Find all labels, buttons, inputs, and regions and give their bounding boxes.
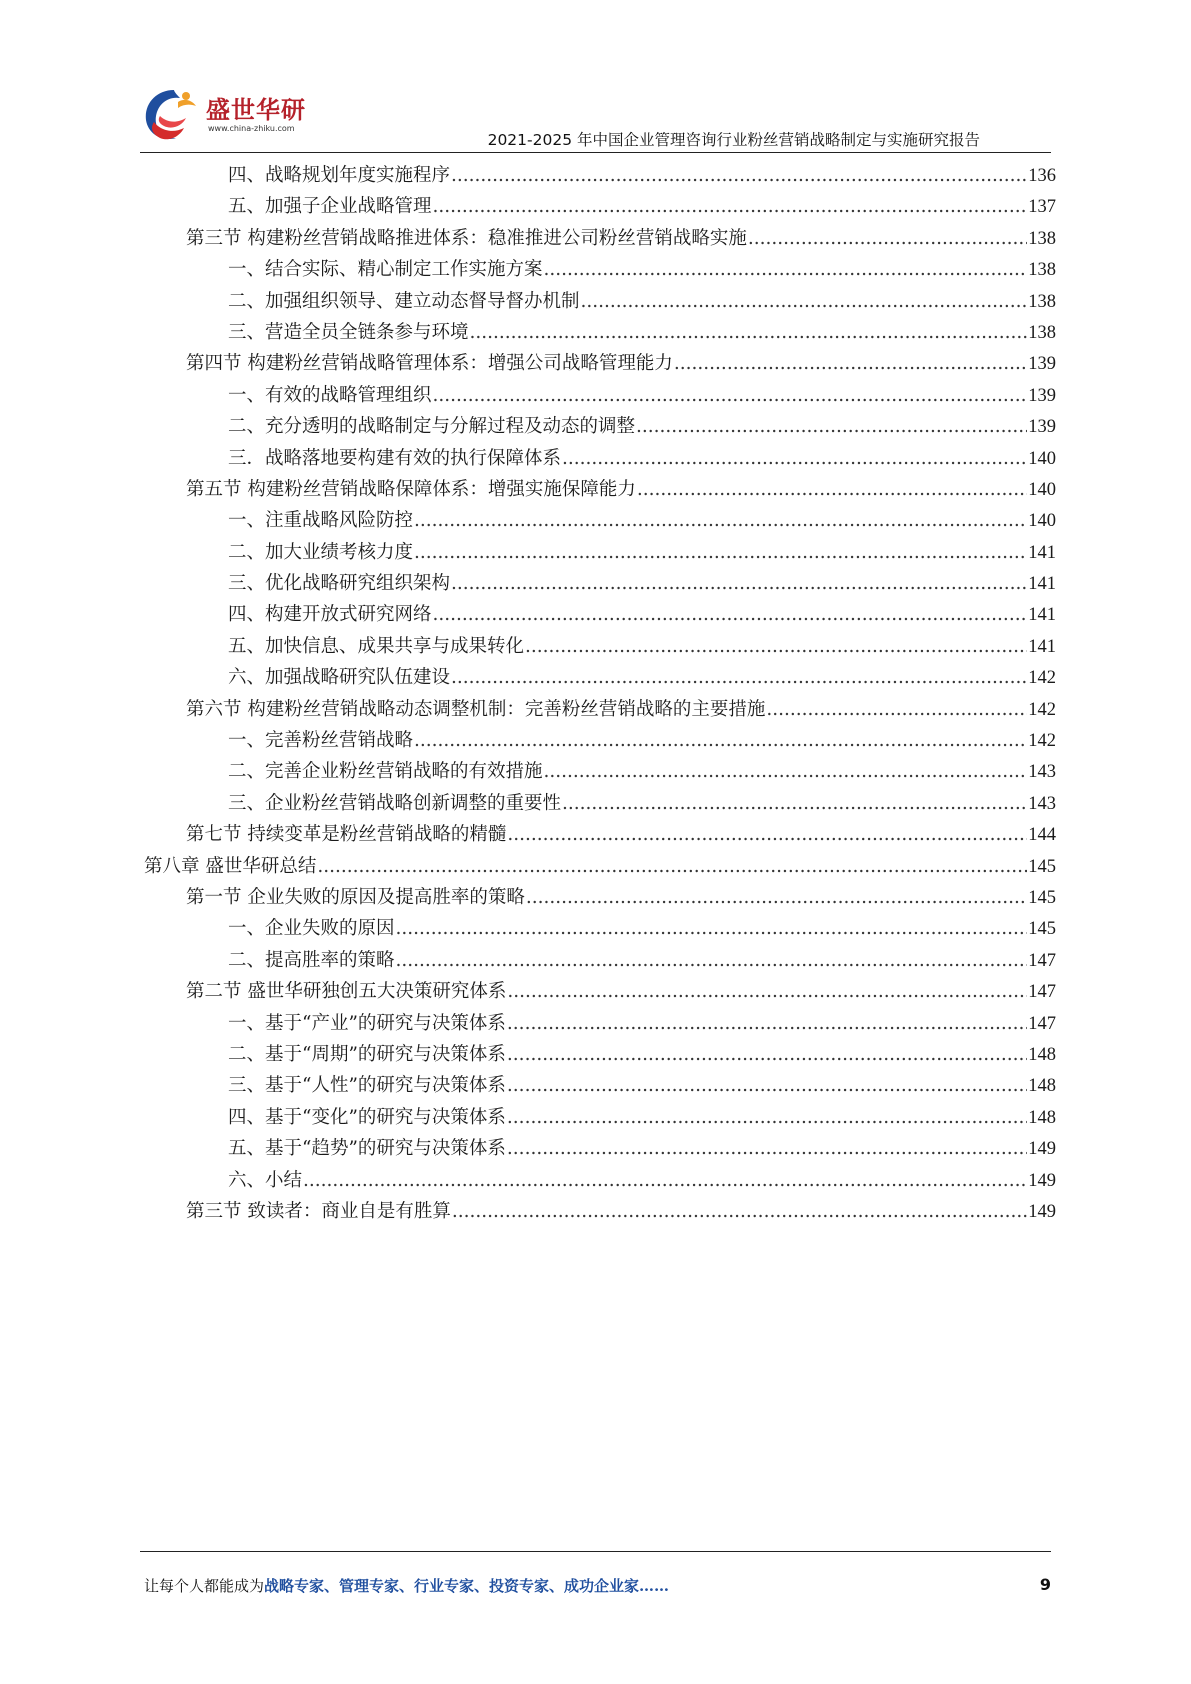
toc-entry[interactable] (140, 1039, 1056, 1070)
toc-entry-page: 140 (1028, 511, 1056, 532)
toc-entry-page: 148 (1028, 1076, 1056, 1097)
toc-entry-title: 三．战略落地要构建有效的执行保障体系 (228, 447, 562, 469)
toc-entry-page: 138 (1028, 260, 1056, 281)
report-title: 2021-2025 年中国企业管理咨询行业粉丝营销战略制定与实施研究报告 (487, 131, 980, 149)
toc-entry-page: 145 (1028, 887, 1056, 908)
toc-entry[interactable] (140, 819, 1056, 850)
toc-entry[interactable] (140, 380, 1056, 411)
toc-entry[interactable] (140, 1165, 1056, 1196)
toc-leader-dots (452, 1196, 1027, 1227)
toc-entry-page: 136 (1028, 166, 1056, 186)
toc-leader-dots (396, 913, 1028, 944)
toc-leader-dots (507, 1102, 1027, 1133)
toc-entry-title: 三、企业粉丝营销战略创新调整的重要性 (228, 792, 562, 814)
toc-leader-dots (507, 1039, 1027, 1070)
company-logo (140, 82, 310, 148)
toc-entry-title: 四、构建开放式研究网络 (228, 604, 432, 626)
toc-leader-dots (451, 160, 1027, 191)
toc-entry[interactable] (140, 411, 1056, 442)
toc-entry[interactable] (140, 1008, 1056, 1039)
toc-leader-dots (317, 851, 1027, 882)
toc-entry-title: 三、优化战略研究组织架构 (228, 573, 451, 595)
toc-entry-page: 141 (1028, 605, 1056, 626)
table-of-contents (140, 160, 1056, 1227)
toc-entry-page: 144 (1028, 825, 1056, 846)
logo-url: www.china-zhiku.com (208, 124, 295, 133)
toc-entry[interactable] (140, 913, 1056, 944)
toc-entry-page: 138 (1028, 228, 1056, 249)
footer-slogan-lead: 让每个人都能成为 (144, 1577, 265, 1595)
toc-entry-title: 二、基于“周期”的研究与决策体系 (228, 1043, 506, 1065)
toc-leader-dots (507, 1008, 1027, 1039)
toc-leader-dots (544, 254, 1028, 285)
toc-entry-title: 二、完善企业粉丝营销战略的有效措施 (228, 761, 543, 783)
toc-entry[interactable] (140, 662, 1056, 693)
toc-leader-dots (451, 662, 1027, 693)
toc-entry[interactable] (140, 317, 1056, 348)
toc-entry[interactable] (140, 945, 1056, 976)
footer-divider (140, 1551, 1051, 1552)
toc-entry-page: 147 (1028, 950, 1056, 971)
toc-leader-dots (636, 411, 1027, 442)
toc-entry-page: 139 (1028, 354, 1056, 375)
toc-entry-page: 145 (1028, 919, 1056, 940)
toc-leader-dots (637, 474, 1027, 505)
toc-entry[interactable] (140, 631, 1056, 662)
toc-entry-title: 第八章 盛世华研总结 (144, 855, 317, 877)
toc-entry[interactable] (140, 537, 1056, 568)
toc-entry[interactable] (140, 976, 1056, 1007)
toc-entry[interactable] (140, 1196, 1056, 1227)
toc-leader-dots (581, 286, 1028, 317)
toc-entry[interactable] (140, 756, 1056, 787)
toc-entry-title: 三、营造全员全链条参与环境 (228, 321, 469, 343)
toc-entry[interactable] (140, 254, 1056, 285)
toc-entry-page: 138 (1028, 322, 1056, 343)
toc-entry-title: 一、注重战略风险防控 (228, 510, 414, 532)
toc-entry-page: 139 (1028, 385, 1056, 406)
toc-entry-title: 四、战略规划年度实施程序 (228, 165, 451, 186)
toc-entry-page: 142 (1028, 699, 1056, 720)
toc-leader-dots (674, 348, 1027, 379)
toc-entry-title: 五、加快信息、成果共享与成果转化 (228, 635, 525, 657)
toc-entry[interactable] (140, 443, 1056, 474)
toc-leader-dots (544, 756, 1028, 787)
toc-leader-dots (433, 191, 1028, 222)
toc-entry-page: 141 (1028, 542, 1056, 563)
toc-entry-title: 一、有效的战略管理组织 (228, 384, 432, 406)
toc-leader-dots (766, 694, 1027, 725)
header-divider (140, 152, 1051, 153)
toc-entry-title: 六、小结 (228, 1169, 303, 1191)
page-footer (144, 1575, 1051, 1601)
toc-entry-page: 139 (1028, 417, 1056, 438)
toc-leader-dots (526, 882, 1027, 913)
toc-entry[interactable] (140, 725, 1056, 756)
toc-entry[interactable] (140, 599, 1056, 630)
toc-leader-dots (303, 1165, 1027, 1196)
toc-entry[interactable] (140, 882, 1056, 913)
toc-leader-dots (507, 1070, 1027, 1101)
toc-entry-title: 四、基于“变化”的研究与决策体系 (228, 1106, 506, 1128)
toc-entry[interactable] (140, 474, 1056, 505)
page-number: 9 (1039, 1575, 1051, 1594)
toc-entry-page: 137 (1028, 197, 1056, 218)
toc-leader-dots (414, 537, 1027, 568)
toc-entry-page: 142 (1028, 668, 1056, 689)
toc-leader-dots (414, 505, 1027, 536)
toc-leader-dots (562, 443, 1027, 474)
toc-entry-page: 149 (1028, 1139, 1056, 1160)
toc-entry-page: 140 (1028, 448, 1056, 469)
toc-entry-page: 147 (1028, 1013, 1056, 1034)
toc-entry[interactable] (140, 1070, 1056, 1101)
logo-swirl-icon (140, 82, 204, 148)
toc-leader-dots (748, 223, 1027, 254)
toc-entry[interactable] (140, 851, 1056, 882)
toc-leader-dots (525, 631, 1027, 662)
toc-entry-title: 第五节 构建粉丝营销战略保障体系：增强实施保障能力 (186, 478, 636, 500)
toc-entry-page: 143 (1028, 793, 1056, 814)
toc-entry[interactable] (140, 788, 1056, 819)
toc-leader-dots (414, 725, 1027, 756)
toc-leader-dots (507, 1133, 1027, 1164)
toc-entry-title: 第三节 致读者：商业自是有胜算 (186, 1200, 451, 1222)
toc-leader-dots (433, 599, 1028, 630)
toc-entry-title: 第七节 持续变革是粉丝营销战略的精髓 (186, 824, 507, 846)
toc-entry-page: 140 (1028, 479, 1056, 500)
toc-entry[interactable] (140, 191, 1056, 222)
toc-entry-page: 143 (1028, 762, 1056, 783)
toc-entry-title: 二、提高胜率的策略 (228, 949, 395, 971)
toc-leader-dots (507, 819, 1027, 850)
toc-entry[interactable] (140, 286, 1056, 317)
toc-entry[interactable] (140, 1102, 1056, 1133)
toc-leader-dots (396, 945, 1028, 976)
toc-entry-page: 141 (1028, 636, 1056, 657)
toc-entry-title: 第二节 盛世华研独创五大决策研究体系 (186, 981, 507, 1003)
toc-entry[interactable] (140, 505, 1056, 536)
toc-entry[interactable] (140, 223, 1056, 254)
toc-entry-title: 三、基于“人性”的研究与决策体系 (228, 1075, 506, 1097)
toc-entry-title: 一、结合实际、精心制定工作实施方案 (228, 259, 543, 281)
toc-entry-page: 147 (1028, 982, 1056, 1003)
toc-leader-dots (470, 317, 1028, 348)
toc-entry-title: 二、充分透明的战略制定与分解过程及动态的调整 (228, 416, 636, 438)
toc-entry-title: 六、加强战略研究队伍建设 (228, 667, 451, 689)
toc-entry-title: 五、基于“趋势”的研究与决策体系 (228, 1138, 506, 1160)
toc-entry[interactable] (140, 568, 1056, 599)
toc-leader-dots (451, 568, 1027, 599)
toc-entry-title: 第一节 企业失败的原因及提高胜率的策略 (186, 886, 525, 908)
toc-entry-page: 148 (1028, 1044, 1056, 1065)
toc-entry-page: 141 (1028, 574, 1056, 595)
toc-entry[interactable] (140, 348, 1056, 379)
toc-entry-title: 五、加强子企业战略管理 (228, 196, 432, 218)
toc-entry[interactable] (140, 694, 1056, 725)
toc-entry-title: 第六节 构建粉丝营销战略动态调整机制：完善粉丝营销战略的主要措施 (186, 698, 766, 720)
toc-entry-page: 149 (1028, 1170, 1056, 1191)
toc-entry-page: 149 (1028, 1201, 1056, 1222)
page-header (0, 0, 1191, 160)
toc-entry-page: 145 (1028, 856, 1056, 877)
toc-entry-title: 一、基于“产业”的研究与决策体系 (228, 1012, 506, 1034)
toc-entry-title: 第四节 构建粉丝营销战略管理体系：增强公司战略管理能力 (186, 353, 673, 375)
toc-entry-title: 一、完善粉丝营销战略 (228, 730, 414, 752)
toc-leader-dots (433, 380, 1028, 411)
toc-leader-dots (562, 788, 1027, 819)
logo-name: 盛世华研 (206, 96, 306, 124)
toc-entry-page: 142 (1028, 731, 1056, 752)
toc-entry-page: 138 (1028, 291, 1056, 312)
toc-entry-title: 二、加强组织领导、建立动态督导督办机制 (228, 290, 580, 312)
toc-entry-title: 第三节 构建粉丝营销战略推进体系：稳准推进公司粉丝营销战略实施 (186, 227, 747, 249)
toc-entry-page: 148 (1028, 1107, 1056, 1128)
toc-entry[interactable] (140, 1133, 1056, 1164)
toc-entry-title: 一、企业失败的原因 (228, 918, 395, 940)
toc-leader-dots (507, 976, 1027, 1007)
toc-entry-title: 二、加大业绩考核力度 (228, 541, 414, 563)
footer-slogan-accent: 战略专家、管理专家、行业专家、投资专家、成功企业家…… (264, 1577, 670, 1595)
toc-entry[interactable] (140, 160, 1056, 191)
